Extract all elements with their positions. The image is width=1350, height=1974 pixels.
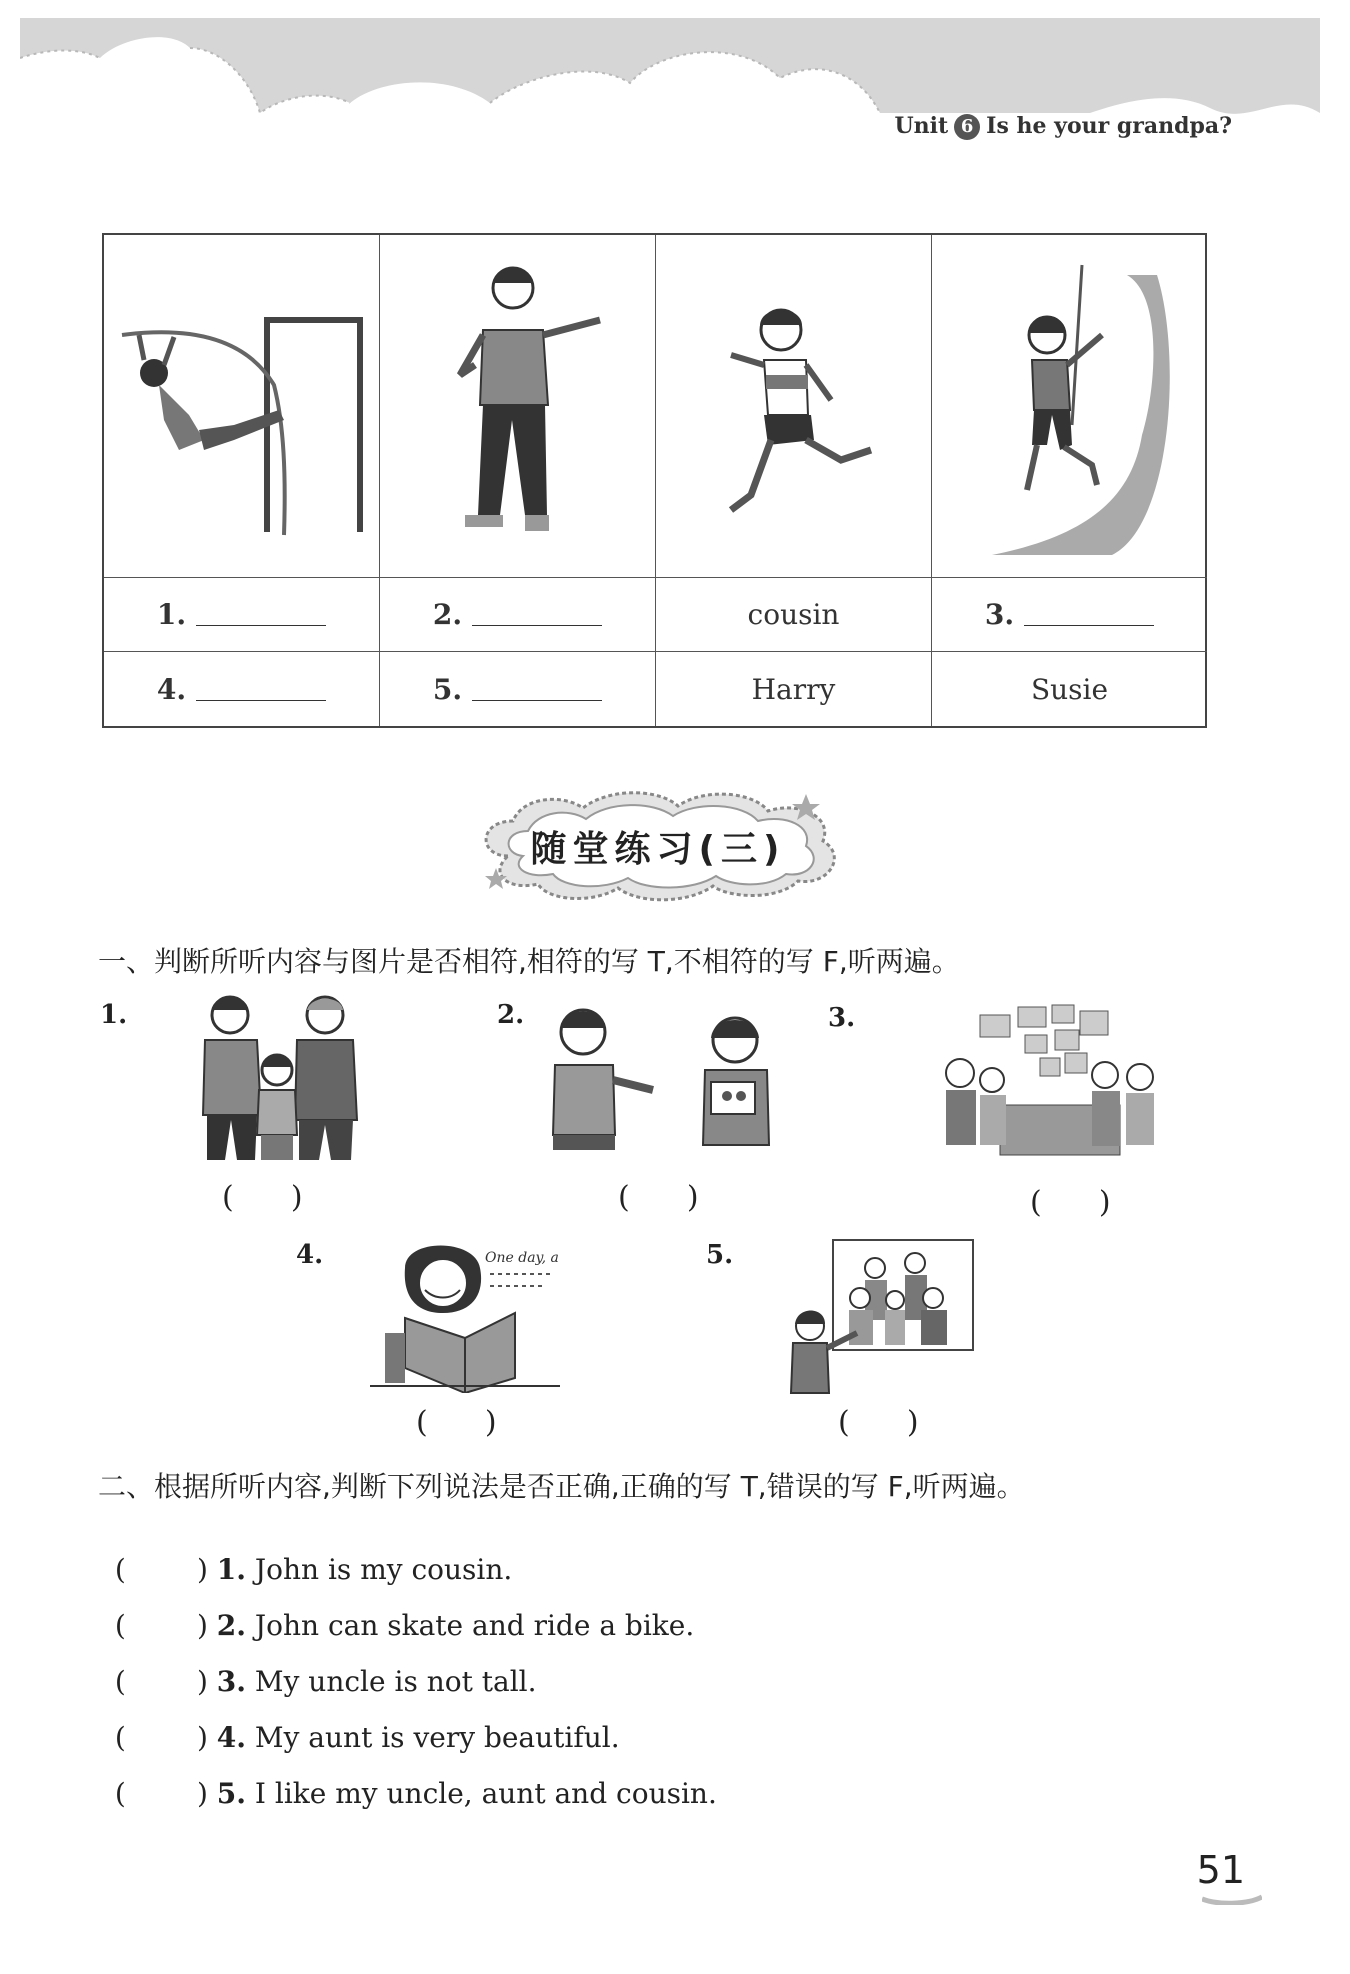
climbing-girl-illustration xyxy=(932,235,1205,576)
answer-cell-3 xyxy=(932,578,1207,652)
statement-text: John can skate and ride a bike. xyxy=(254,1609,695,1642)
statement-text: My uncle is not tall. xyxy=(254,1665,537,1698)
part1-answer-2[interactable]: ( ) xyxy=(618,1180,699,1215)
statement-text: My aunt is very beautiful. xyxy=(254,1721,620,1754)
answer-cell-4 xyxy=(104,652,380,726)
statement-text: John is my cousin. xyxy=(254,1553,513,1586)
part1-answer-1[interactable]: ( ) xyxy=(222,1180,303,1215)
picture-cell-singer xyxy=(380,235,656,578)
item-number: 4. xyxy=(156,672,187,706)
statement-number: 4. xyxy=(216,1721,247,1754)
statement-number: 5. xyxy=(216,1777,247,1810)
part1-answer-4[interactable]: ( ) xyxy=(416,1405,497,1440)
picture-caption: One day, a xyxy=(485,1250,559,1266)
statement-text: I like my uncle, aunt and cousin. xyxy=(254,1777,717,1810)
label-susie: Susie xyxy=(1030,672,1109,706)
statement-answer-paren[interactable]: ( ) xyxy=(114,1553,208,1586)
picture-cell-pole-vault xyxy=(104,235,380,578)
family-three-illustration xyxy=(185,985,375,1165)
statement-answer-paren[interactable]: ( ) xyxy=(114,1665,208,1698)
statement-answer-paren[interactable]: ( ) xyxy=(114,1609,208,1642)
girl-reading-book-illustration xyxy=(365,1238,565,1393)
unit-header xyxy=(894,113,1232,140)
boy-girl-photo-illustration xyxy=(545,1000,775,1155)
item-number: 5. xyxy=(432,672,463,706)
part1-item-number-2: 2. xyxy=(497,1000,525,1030)
statement-answer-paren[interactable]: ( ) xyxy=(114,1721,208,1754)
answer-cell-2 xyxy=(380,578,656,652)
item-number: 3. xyxy=(984,598,1015,631)
part2-heading: 二、根据所听内容,判断下列说法是否正确,正确的写 T,错误的写 F,听两遍。 xyxy=(98,1470,1025,1503)
label-cell-harry xyxy=(656,652,932,726)
answer-blank-2[interactable] xyxy=(472,603,602,626)
answer-cell-1 xyxy=(104,578,380,652)
label-cell-cousin xyxy=(656,578,932,652)
part1-answer-5[interactable]: ( ) xyxy=(838,1405,919,1440)
answer-blank-1[interactable] xyxy=(196,603,326,626)
girl-family-photo-illustration xyxy=(785,1238,975,1398)
answer-blank-3[interactable] xyxy=(1024,603,1154,626)
picture-cell-climber xyxy=(932,235,1207,578)
pole-vault-illustration xyxy=(104,235,378,576)
part1-item-number-3: 3. xyxy=(828,1003,856,1033)
statement-5 xyxy=(97,1744,717,1810)
page-number-swoosh xyxy=(1202,1893,1262,1905)
section-title: 随堂练习(三) xyxy=(530,828,786,870)
statement-number: 1. xyxy=(216,1553,247,1586)
unit-word: Unit xyxy=(894,113,949,139)
family-photos-wall-illustration xyxy=(940,995,1170,1165)
activity-table xyxy=(102,233,1207,728)
statement-answer-paren[interactable]: ( ) xyxy=(114,1777,208,1810)
answer-cell-5 xyxy=(380,652,656,726)
picture-cell-runner xyxy=(656,235,932,578)
section-badge xyxy=(468,786,848,906)
part1-item-number-4: 4. xyxy=(296,1240,324,1270)
part1-item-number-1: 1. xyxy=(100,1000,128,1030)
part1-heading: 一、判断所听内容与图片是否相符,相符的写 T,不相符的写 F,听两遍。 xyxy=(98,945,960,978)
running-boy-illustration xyxy=(656,235,930,576)
statement-number: 3. xyxy=(216,1665,247,1698)
answer-blank-4[interactable] xyxy=(196,678,326,701)
singing-boy-illustration xyxy=(380,235,654,576)
label-harry: Harry xyxy=(751,672,836,706)
unit-number-badge: 6 xyxy=(954,114,980,140)
page-number: 51 xyxy=(1196,1848,1245,1892)
part1-answer-3[interactable]: ( ) xyxy=(1030,1185,1111,1220)
part1-item-number-5: 5. xyxy=(706,1240,734,1270)
label-cell-susie xyxy=(932,652,1207,726)
answer-blank-5[interactable] xyxy=(472,678,602,701)
item-number: 1. xyxy=(156,598,187,631)
statement-number: 2. xyxy=(216,1609,247,1642)
item-number: 2. xyxy=(432,598,463,631)
unit-title: Is he your grandpa? xyxy=(986,113,1232,139)
label-cousin: cousin xyxy=(747,598,840,631)
